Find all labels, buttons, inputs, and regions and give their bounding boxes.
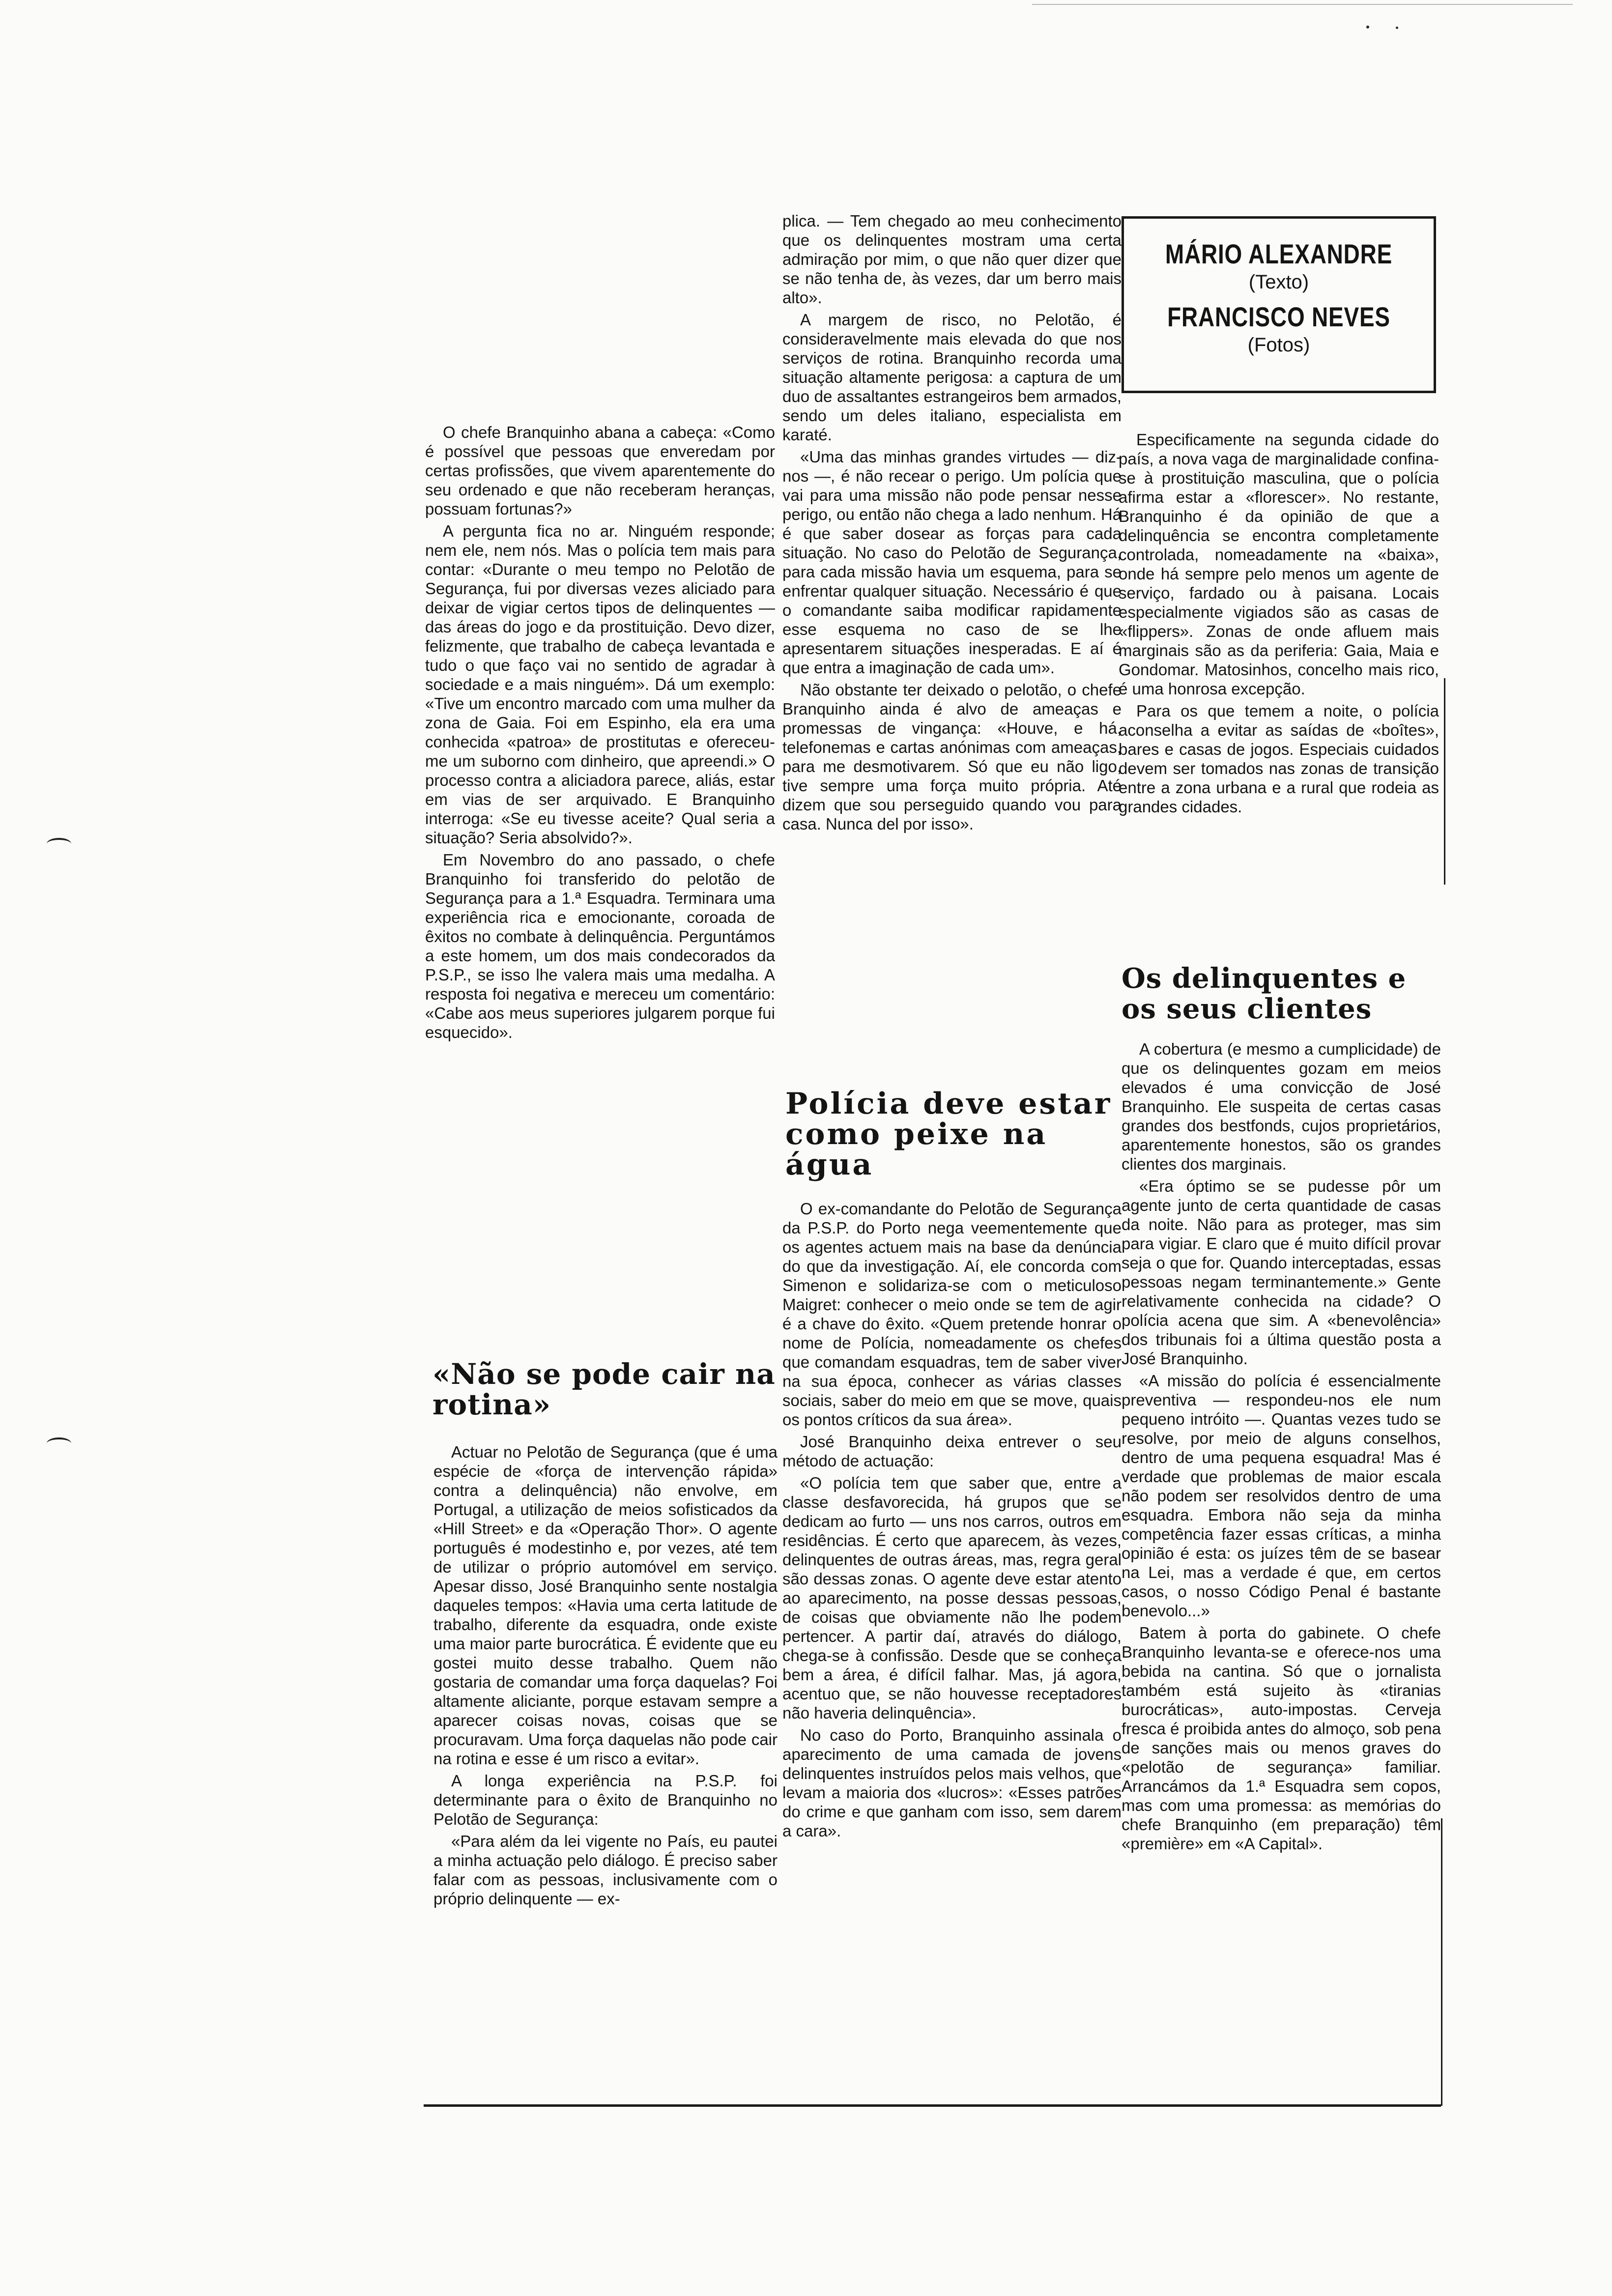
left-paragraph-1: O chefe Branquinho abana a cabeça: «Como é possível que pessoas que enveredam por certas profissões, que vivem aparentemente do seu ordenado e que não receberam heranças, possuam fortunas?» [425,423,775,518]
photographer-role: (Fotos) [1247,334,1310,356]
middle-paragraph-1: plica. — Tem chegado ao meu conhecimento que os delinquentes mostram uma certa admiração por mim, o que não quer dizer que se não tenha de, às vezes, dar um berro mais alto». [782,212,1122,307]
right-paragraph-3: A cobertura (e mesmo a cumplicidade) de que os delinquentes gozam em meios elevados é uma convicção de José Branquinho. Ele suspeita de certas casas grandes dos bestfonds, cujos proprietários, aparentemente honestos, são os grandes clientes dos marginais. [1122,1040,1441,1173]
left-column [425,423,775,1045]
middle-paragraph-2: A margem de risco, no Pelotão, é consideravelmente mais elevada do que nos serviços de rotina. Branquinho recorda uma situação altamente perigosa: a captura de um duo de assaltantes estrangeiros bem armados, sendo um deles italiano, especialista em karaté. [782,311,1122,444]
right-paragraph-6: Batem à porta do gabinete. O chefe Branquinho levanta-se e oferece-nos uma bebida na cantina. Só que o jornalista também está sujeito às «tiranias burocráticas», auto-impostas. Cerveja fresca é proibida antes do almoço, sob pena de sanções mais ou menos graves do «pelotão de segurança» familiar. Arrancámos da 1.ª Esquadra sem copos, mas com uma promessa: as memórias do chefe Branquinho (em preparação) têm «première» em «A Capital». [1122,1624,1441,1853]
middle-column [782,211,1122,836]
middle-paragraph-3: «Uma das minhas grandes virtudes — diz-nos —, é não recear o perigo. Um polícia que vai para uma missão não pode pensar nesse perigo, ou então não chega a lado nenhum. Há é que saber dosear as forças para cada situação. No caso do Pelotão de Segurança, para cada missão havia um esquema, para se enfrentar qualquer situação. Necessário é que o comandante saiba modificar rapidamente esse esquema no caso de se lhe apresentarem situações inesperadas. E aí é que entra a imaginação de cada um». [782,448,1122,677]
right-paragraph-5: «A missão do polícia é essencialmente preventiva — respondeu-nos ele num pequeno intróito —. Quantas vezes tudo se resolve, por meio de alguns conselhos, dentro de uma pequena esquadra! Mas é verdade que problemas de maior escala não podem ser resolvidos dentro de uma esquadra. Embora não seja da minha competência fazer essas críticas, a minha opinião é esta: os juízes têm de se basear na Lei, mas a verdade é que, em certos casos, o nosso Código Penal é bastante benevolo...» [1122,1372,1441,1620]
writer-name: MÁRIO ALEXANDRE [1165,238,1393,269]
middle-paragraph-7: «O polícia tem que saber que, entre a classe desfavorecida, há grupos que se dedicam ao furto — uns nos carros, outros em residências. É certo que aparecem, às vezes, delinquentes de outras áreas, mas, regra geral são dessas zonas. O agente deve estar atento ao aparecimento, na posse dessas pessoas, de coisas que obviamente não lhe podem pertencer. A partir daí, através do diálogo, chega-se à confissão. Desde que se conheça bem a área, é difícil falhar. Mas, já agora, acentuo que, se não houvesse receptadores não haveria delinquência». [782,1474,1122,1722]
bottom-rule [424,2104,1441,2107]
middle-paragraph-6: José Branquinho deixa entrever o seu método de actuação: [782,1433,1122,1470]
headline-rotina: «Não se pode cair na rotina» [432,1357,776,1421]
margin-mark [47,838,71,850]
middle-column-lower [782,1199,1122,1843]
left-paragraph-4: Actuar no Pelotão de Segurança (que é uma espécie de «força de intervenção rápida» contra a delinquência) não envolve, em Portugal, a utilização de meios sofisticados da «Hill Street» e da «Operação Thor». O agente português é modestinho e, por vezes, até tem de utilizar o próprio automóvel em serviço. Apesar disso, José Branquinho sente nostalgia daqueles tempos: «Havia uma certa latitude de trabalho, diferente da esquadra, onde existe uma maior parte burocrática. É evidente que eu gostei muito desse trabalho. Quem não gostaria de comandar uma força daquelas? Foi altamente aliciante, porque estavam sempre a aparecer coisas novas, coisas que se procuravam. Uma força daquelas não pode cair na rotina e esse é um risco a evitar». [433,1443,777,1768]
left-paragraph-6: «Para além da lei vigente no País, eu pautei a minha actuação pelo diálogo. É preciso saber falar com as pessoas, inclusivamente com o próprio delinquente — ex- [433,1832,777,1908]
middle-paragraph-5: O ex-comandante do Pelotão de Segurança da P.S.P. do Porto nega veementemente que os agentes actuem mais na base da denúncia do que da investigação. Aí, ele concorda com Simenon e solidariza-se com o meticuloso Maigret: conhecer o meio onde se tem de agir é a chave do êxito. «Quem pretende honrar o nome de Polícia, nomeadamente os chefes que comandam esquadras, tem de saber viver na sua época, conhecer as várias classes sociais, saber do meio em que se move, quais os pontos críticos da sua área». [782,1200,1122,1429]
right-paragraph-4: «Era óptimo se se pudesse pôr um agente junto de certa quantidade de casas da noite. Não para as proteger, mas sim para vigiar. E claro que é muito difícil provar seja o que for. Quando interceptadas, essas pessoas negam terminantemente.» Gente relativamente conhecida na cidade? O polícia acena que sim. A «benevolência» dos tribunais foi a última questão posta a José Branquinho. [1122,1177,1441,1368]
left-paragraph-2: A pergunta fica no ar. Ninguém responde; nem ele, nem nós. Mas o polícia tem mais para contar: «Durante o meu tempo no Pelotão de Segurança, fui por diversas vezes aliciado para deixar de vigiar certos tipos de delinquentes — das áreas do jogo e da prostituição. Devo dizer, felizmente, que trabalho de cabeça levantada e tudo o que faço vai no sentido de agradar à sociedade e a mais ninguém». Dá um exemplo: «Tive um encontro marcado com uma mulher da zona de Gaia. Foi em Espinho, ela era uma conhecida «patroa» de prostitutas e ofereceu-me um suborno com dinheiro, que apreendi.» O processo contra a aliciadora parece, aliás, estar em vias de ser arquivado. E Branquinho interroga: «Se eu tivesse aceite? Qual seria a situação? Seria absolvido?». [425,522,775,847]
scan-edge-line [1032,4,1573,5]
scan-speck [1366,26,1369,29]
right-paragraph-1: Especificamente na segunda cidade do país, a nova vaga de marginalidade confina-se à prostituição masculina, que o polícia afirma estar a «florescer». No restante, Branquinho é da opinião de que a delinquência se encontra completamente controlada, nomeadamente na «baixa», onde há sempre pelo menos um agente de serviço, fardado ou à paisana. Locais especialmente vigiados são as casas de «flippers». Zonas de onde afluem mais marginais são as da periferia: Gaia, Maia e Gondomar. Matosinhos, concelho mais rico, é uma honrosa excepção. [1119,430,1439,698]
photographer-name: FRANCISCO NEVES [1167,301,1390,332]
scan-speck [1396,27,1398,29]
left-column-lower [433,1442,777,1911]
writer-role: (Texto) [1248,271,1309,293]
margin-mark [47,1437,71,1449]
headline-delinquentes: Os delinquentes e os seus clientes [1122,962,1407,1025]
middle-paragraph-4: Não obstante ter deixado o pelotão, o chefe Branquinho ainda é alvo de ameaças e promessas de vingança: «Houve, e há, telefonemas e cartas anónimas com ameaças, para me desmotivarem. Só que eu não ligo, tive sempre uma força muito própria. Até dizem que sou perseguido quando vou para casa. Nunca del por isso». [782,681,1122,833]
right-paragraph-2: Para os que temem a noite, o polícia aconselha a evitar as saídas de «boîtes», bares e casas de jogos. Especiais cuidados devem ser tomados nas zonas de transição entre a zona urbana e a rural que rodeia as grandes cidades. [1119,702,1439,816]
left-paragraph-5: A longa experiência na P.S.P. foi determinante para o êxito de Branquinho no Pelotão de Segurança: [433,1772,777,1828]
middle-paragraph-8: No caso do Porto, Branquinho assinala o aparecimento de uma camada de jovens delinquentes instruídos pelos mais velhos, que levam a maioria dos «lucros»: «Esses patrões do crime e que ganham com isso, sem darem a cara». [782,1726,1122,1840]
right-column [1119,430,1439,819]
right-border-rule [1441,1818,1442,2106]
right-column-rule [1444,678,1445,885]
headline-peixe-na-agua: Polícia deve estar como peixe na água [785,1087,1112,1182]
right-column-lower [1122,1039,1441,1856]
credits-box [1122,216,1436,393]
left-paragraph-3: Em Novembro do ano passado, o chefe Branquinho foi transferido do pelotão de Segurança para a 1.ª Esquadra. Terminara uma experiência rica e emocionante, coroada de êxitos no combate à delinquência. Perguntámos a este homem, um dos mais condecorados da P.S.P., se isso lhe valera mais uma medalha. A resposta foi negativa e mereceu um comentário: «Cabe aos meus superiores julgarem porque fui esquecido». [425,851,775,1041]
